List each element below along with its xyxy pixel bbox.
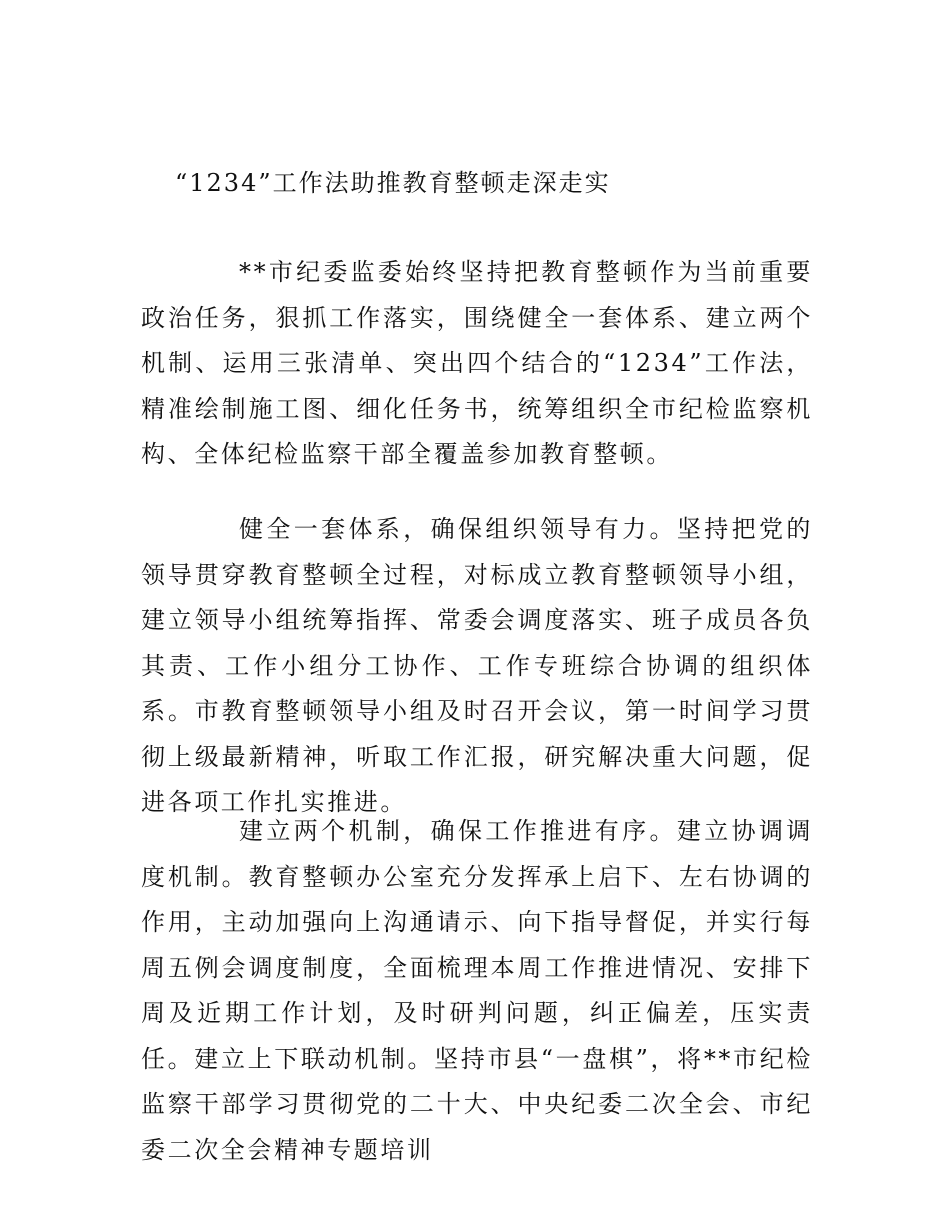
paragraph-system: 健全一套体系，确保组织领导有力。坚持把党的领导贯穿教育整顿全过程，对标成立教育整顿领导小组，建立领导小组统筹指挥、常委会调度落实、班子成员各负其责、工作小组分工协作、工作专班综合协调的组织体系。市教育整顿领导小组及时召开会议，第一时间学习贯彻上级最新精神，听取工作汇报，研究解决重大问题，促进各项工作扎实推进。 (141, 515, 813, 816)
document-title: “1234”工作法助推教育整顿走深走实 (175, 169, 611, 197)
paragraph-mechanisms: 建立两个机制，确保工作推进有序。建立协调调度机制。教育整顿办公室充分发挥承上启下、左右协调的作用，主动加强向上沟通请示、向下指导督促，并实行每周五例会调度制度，全面梳理本周工作推进情况、安排下周及近期工作计划，及时研判问题，纠正偏差，压实责任。建立上下联动机制。坚持市县“一盘棋”，将**市纪检监察干部学习贯彻党的二十大、中央纪委二次全会、市纪委二次全会精神专题培训 (141, 817, 813, 1164)
paragraph-intro: **市纪委监委始终坚持把教育整顿作为当前重要政治任务，狠抓工作落实，围绕健全一套体系、建立两个机制、运用三张清单、突出四个结合的“1234”工作法，精准绘制施工图、细化任务书，统筹组织全市纪检监察机构、全体纪检监察干部全覆盖参加教育整顿。 (141, 258, 813, 468)
